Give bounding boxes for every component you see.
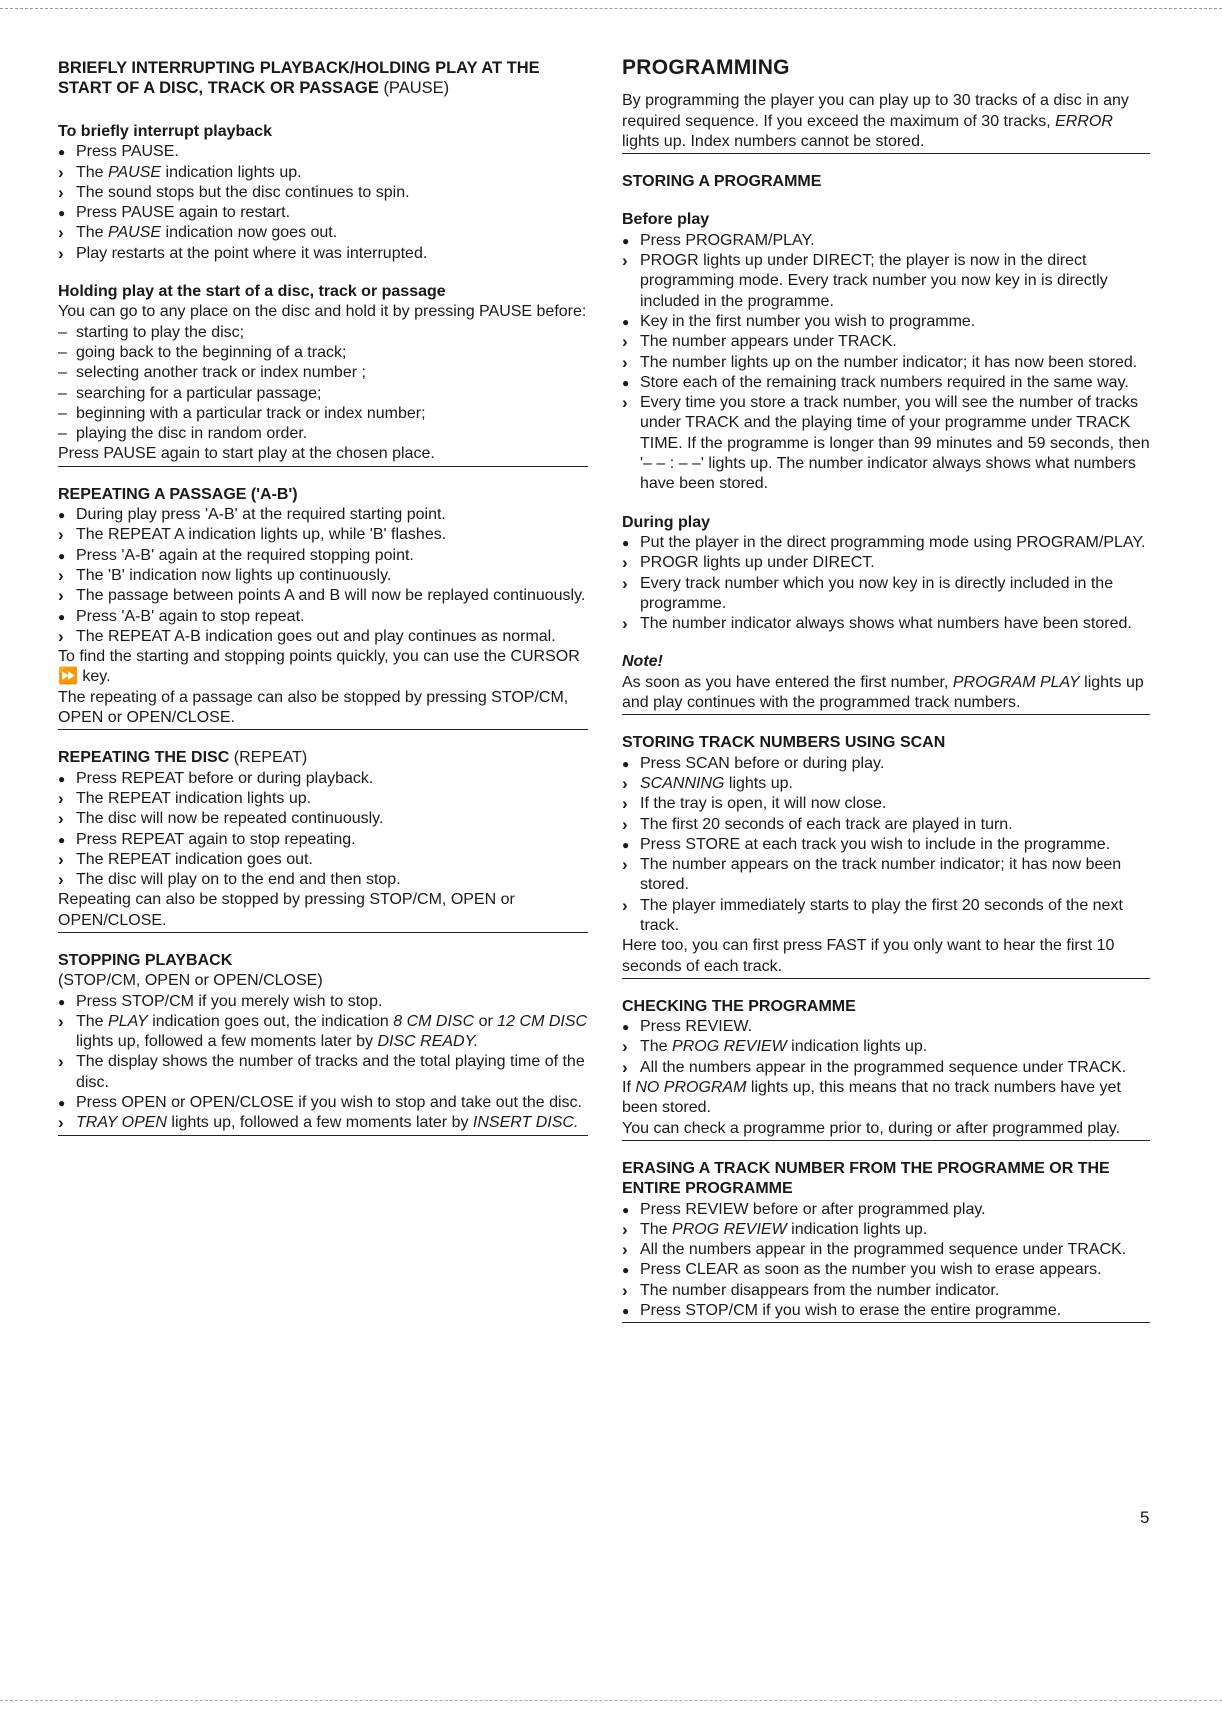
list-item-text: going back to the beginning of a track; (76, 343, 347, 361)
step-text: The number indicator always shows what numbers have been stored. (640, 615, 1132, 633)
step-action (58, 830, 588, 850)
check-paragraph-2: You can check a programme prior to, during or after programmed play. (622, 1119, 1150, 1141)
arrow-icon (58, 244, 72, 265)
bullet-icon (58, 505, 72, 525)
arrow-icon (622, 251, 636, 272)
step-text: The PAUSE indication now goes out. (76, 224, 338, 242)
bullet-icon (622, 373, 636, 393)
step-text: The PLAY indication goes out, the indication 8 CM DISC or 12 CM DISC lights up, followed a few moments later by DISC READY. (76, 1012, 588, 1051)
list-item-text: playing the disc in random order. (76, 425, 308, 443)
step-result (622, 614, 1150, 634)
pause-heading: BRIEFLY INTERRUPTING PLAYBACK/HOLDING PLAY AT THE START OF A DISC, TRACK OR PASSAGE (PAUSE) (58, 59, 540, 97)
step-action (58, 769, 588, 789)
step-text: Put the player in the direct programming mode using PROGRAM/PLAY. (640, 533, 1146, 551)
arrow-icon (622, 393, 636, 414)
list-item-text: beginning with a particular track or index number; (76, 404, 426, 422)
step-text: The number appears under TRACK. (640, 333, 897, 351)
arrow-icon (58, 1113, 72, 1134)
arrow-icon (622, 553, 636, 574)
hold-outro: Press PAUSE again to start play at the chosen place. (58, 444, 588, 466)
bullet-icon (622, 835, 636, 855)
arrow-icon (622, 815, 636, 836)
arrow-icon (58, 1052, 72, 1073)
arrow-icon (622, 614, 636, 635)
step-action (58, 992, 588, 1012)
arrow-icon (622, 774, 636, 795)
step-result (58, 1012, 588, 1053)
list-item (58, 424, 588, 444)
scan-steps (622, 754, 1150, 937)
step-text: Press STORE at each track you wish to include in the programme. (640, 835, 1111, 853)
step-action (622, 231, 1150, 251)
check-heading: CHECKING THE PROGRAMME (622, 997, 856, 1015)
interrupt-steps (58, 142, 588, 264)
step-result (622, 1240, 1150, 1260)
arrow-icon (58, 223, 72, 244)
step-result (58, 223, 588, 243)
dash-icon (58, 363, 72, 383)
step-text: All the numbers appear in the programmed sequence under TRACK. (640, 1241, 1127, 1259)
step-text: The PROG REVIEW indication lights up. (640, 1220, 928, 1238)
step-text: The display shows the number of tracks and the total playing time of the disc. (76, 1053, 585, 1091)
bullet-icon (58, 1093, 72, 1113)
bullet-icon (58, 203, 72, 223)
bullet-icon (622, 1200, 636, 1220)
ab-paragraph-2: The repeating of a passage can also be stopped by pressing STOP/CM, OPEN or OPEN/CLOSE. (58, 688, 588, 731)
bullet-icon (58, 830, 72, 850)
step-result (58, 627, 588, 647)
step-text: SCANNING lights up. (640, 774, 793, 792)
step-result (622, 1058, 1150, 1078)
step-result (622, 896, 1150, 937)
step-action (58, 607, 588, 627)
bullet-icon (58, 769, 72, 789)
step-result (622, 1220, 1150, 1240)
arrow-icon (622, 1220, 636, 1241)
step-result (58, 163, 588, 183)
step-text: Press PROGRAM/PLAY. (640, 231, 815, 249)
step-text: Key in the first number you wish to programme. (640, 312, 976, 330)
step-text: Press STOP/CM if you merely wish to stop. (76, 992, 383, 1010)
dash-icon (58, 424, 72, 444)
ab-paragraph-1: To find the starting and stopping points quickly, you can use the CURSOR ⏩ key. (58, 648, 580, 686)
list-item-text: starting to play the disc; (76, 323, 245, 341)
step-action (622, 1200, 1150, 1220)
arrow-icon (622, 574, 636, 595)
step-action (58, 203, 588, 223)
arrow-icon (58, 566, 72, 587)
step-result (622, 855, 1150, 896)
step-result (622, 1281, 1150, 1301)
step-result (58, 586, 588, 606)
list-item (58, 404, 588, 424)
arrow-icon (622, 1037, 636, 1058)
list-item (58, 323, 588, 343)
bullet-icon (58, 992, 72, 1012)
before-steps (622, 231, 1150, 495)
programming-title: PROGRAMMING (622, 56, 790, 79)
step-action (58, 142, 588, 162)
step-text: PROGR lights up under DIRECT. (640, 554, 875, 572)
step-text: Every track number which you now key in is directly included in the programme. (640, 574, 1114, 612)
ab-steps (58, 505, 588, 647)
arrow-icon (58, 525, 72, 546)
step-text: The number appears on the track number indicator; it has now been stored. (640, 856, 1122, 894)
bullet-icon (58, 607, 72, 627)
step-text: The REPEAT A-B indication goes out and play continues as normal. (76, 627, 556, 645)
step-text: The sound stops but the disc continues to spin. (76, 183, 410, 201)
arrow-icon (622, 1240, 636, 1261)
step-text: Press STOP/CM if you wish to erase the entire programme. (640, 1302, 1062, 1320)
step-text: The PAUSE indication lights up. (76, 163, 302, 181)
check-paragraph-1: If NO PROGRAM lights up, this means that no track numbers have yet been stored. (622, 1079, 1121, 1117)
arrow-icon (622, 794, 636, 815)
step-text: Press 'A-B' again at the required stopping point. (76, 546, 414, 564)
arrow-icon (622, 332, 636, 353)
step-result (622, 815, 1150, 835)
scan-heading: STORING TRACK NUMBERS USING SCAN (622, 734, 946, 752)
step-action (58, 546, 588, 566)
arrow-icon (58, 870, 72, 891)
arrow-icon (58, 586, 72, 607)
arrow-icon (622, 353, 636, 374)
step-text: The REPEAT indication lights up. (76, 789, 312, 807)
repeat-steps (58, 769, 588, 891)
step-action (622, 533, 1150, 553)
list-item-text: selecting another track or index number ; (76, 364, 366, 382)
note-text: As soon as you have entered the first number, PROGRAM PLAY lights up and play continues with the programmed track numbers. (622, 673, 1150, 716)
scan-paragraph: Here too, you can first press FAST if you only want to hear the first 10 seconds of each track. (622, 936, 1150, 979)
step-action (622, 373, 1150, 393)
step-action (622, 754, 1150, 774)
step-text: The number lights up on the number indicator; it has now been stored. (640, 353, 1138, 371)
step-text: The number disappears from the number indicator. (640, 1281, 1000, 1299)
step-text: Play restarts at the point where it was interrupted. (76, 244, 428, 262)
step-text: TRAY OPEN lights up, followed a few moments later by INSERT DISC. (76, 1114, 579, 1132)
step-action (622, 1301, 1150, 1321)
note-label: Note! (622, 653, 663, 671)
step-action (58, 505, 588, 525)
scan-edge-bottom (0, 1700, 1222, 1704)
stop-heading-sub: (STOP/CM, OPEN or OPEN/CLOSE) (58, 972, 323, 990)
page-number: 5 (1140, 1508, 1150, 1527)
hold-intro: You can go to any place on the disc and hold it by pressing PAUSE before: (58, 303, 587, 321)
step-text: Press REPEAT again to stop repeating. (76, 830, 356, 848)
arrow-icon (58, 1012, 72, 1033)
step-text: Press 'A-B' again to stop repeat. (76, 607, 305, 625)
hold-items (58, 323, 588, 445)
list-item (58, 363, 588, 383)
arrow-icon (58, 809, 72, 830)
step-text: The disc will now be repeated continuously. (76, 810, 384, 828)
arrow-icon (622, 1058, 636, 1079)
during-steps (622, 533, 1150, 634)
bullet-icon (622, 1301, 636, 1321)
arrow-icon (58, 163, 72, 184)
step-text: The REPEAT indication goes out. (76, 850, 313, 868)
arrow-icon (622, 1281, 636, 1302)
dash-icon (58, 404, 72, 424)
bullet-icon (622, 754, 636, 774)
step-text: The first 20 seconds of each track are played in turn. (640, 815, 1013, 833)
step-result (58, 850, 588, 870)
bullet-icon (622, 1260, 636, 1280)
step-result (622, 332, 1150, 352)
repeat-paragraph: Repeating can also be stopped by pressing STOP/CM, OPEN or OPEN/CLOSE. (58, 890, 588, 933)
during-subheading: During play (622, 513, 711, 531)
arrow-icon (58, 183, 72, 204)
step-text: Press PAUSE. (76, 143, 179, 161)
step-action (622, 1017, 1150, 1037)
before-subheading: Before play (622, 211, 710, 229)
step-text: All the numbers appear in the programmed sequence under TRACK. (640, 1058, 1127, 1076)
step-action (622, 312, 1150, 332)
bullet-icon (622, 533, 636, 553)
dash-icon (58, 384, 72, 404)
step-text: The PROG REVIEW indication lights up. (640, 1038, 928, 1056)
step-text: Press PAUSE again to restart. (76, 204, 291, 222)
step-text: Store each of the remaining track numbers required in the same way. (640, 373, 1129, 391)
step-result (622, 393, 1150, 494)
left-column (58, 58, 588, 1136)
step-result (58, 183, 588, 203)
ab-heading: REPEATING A PASSAGE ('A-B') (58, 485, 298, 503)
bullet-icon (622, 231, 636, 251)
dash-icon (58, 343, 72, 363)
step-result (622, 251, 1150, 312)
bullet-icon (58, 546, 72, 566)
arrow-icon (622, 896, 636, 917)
bullet-icon (622, 312, 636, 332)
step-text: During play press 'A-B' at the required starting point. (76, 506, 446, 524)
step-result (58, 244, 588, 264)
step-text: The 'B' indication now lights up continuously. (76, 566, 392, 584)
step-result (58, 870, 588, 890)
interrupt-subheading: To briefly interrupt playback (58, 123, 272, 140)
step-text: If the tray is open, it will now close. (640, 795, 887, 813)
step-result (622, 1037, 1150, 1057)
step-result (58, 566, 588, 586)
step-action (622, 1260, 1150, 1280)
step-text: The player immediately starts to play the first 20 seconds of the next track. (640, 896, 1123, 934)
stop-heading: STOPPING PLAYBACK (58, 951, 233, 969)
step-text: Press REVIEW before or after programmed play. (640, 1200, 986, 1218)
store-heading: STORING A PROGRAMME (622, 173, 822, 191)
step-result (622, 353, 1150, 373)
check-steps (622, 1017, 1150, 1078)
step-result (622, 574, 1150, 615)
step-action (622, 835, 1150, 855)
hold-subheading: Holding play at the start of a disc, track or passage (58, 283, 446, 301)
step-result (58, 525, 588, 545)
list-item (58, 384, 588, 404)
step-text: The disc will play on to the end and then stop. (76, 871, 401, 889)
arrow-icon (58, 789, 72, 810)
scan-edge-top (0, 8, 1222, 12)
programming-intro: By programming the player you can play up to 30 tracks of a disc in any required sequence. If you exceed the maximum of 30 tracks, ERROR lights up. Index numbers cannot be stored. (622, 91, 1150, 154)
step-result (622, 553, 1150, 573)
bullet-icon (58, 142, 72, 162)
list-item (58, 343, 588, 363)
step-text: Press SCAN before or during play. (640, 754, 885, 772)
step-text: The REPEAT A indication lights up, while 'B' flashes. (76, 526, 447, 544)
arrow-icon (58, 627, 72, 648)
bullet-icon (622, 1017, 636, 1037)
step-text: The passage between points A and B will now be replayed continuously. (76, 587, 586, 605)
step-text: Every time you store a track number, you will see the number of tracks under TRACK and the playing time of your programme under TRACK TIME. If the programme is longer than 99 minutes and 59 seconds, then '– – : – –' lights up. The number indicator always shows what numbers have been stored. (640, 394, 1150, 493)
step-result (58, 809, 588, 829)
step-text: Press CLEAR as soon as the number you wish to erase appears. (640, 1261, 1102, 1279)
stop-steps (58, 992, 588, 1136)
erase-steps (622, 1200, 1150, 1324)
list-item-text: searching for a particular passage; (76, 384, 322, 402)
step-result (622, 794, 1150, 814)
step-result (622, 774, 1150, 794)
step-result (58, 789, 588, 809)
repeat-heading: REPEATING THE DISC (REPEAT) (58, 749, 308, 767)
step-text: PROGR lights up under DIRECT; the player is now in the direct programming mode. Every track number you now key in is directly included in the programme. (640, 252, 1108, 310)
dash-icon (58, 323, 72, 343)
erase-heading: ERASING A TRACK NUMBER FROM THE PROGRAMME OR THE ENTIRE PROGRAMME (622, 1159, 1110, 1198)
step-text: Press REPEAT before or during playback. (76, 769, 374, 787)
step-result (58, 1052, 588, 1093)
step-text: Press OPEN or OPEN/CLOSE if you wish to stop and take out the disc. (76, 1094, 582, 1112)
step-result (58, 1113, 588, 1133)
step-action (58, 1093, 588, 1113)
step-text: Press REVIEW. (640, 1018, 753, 1036)
arrow-icon (622, 855, 636, 876)
right-column (622, 58, 1150, 1323)
arrow-icon (58, 850, 72, 871)
